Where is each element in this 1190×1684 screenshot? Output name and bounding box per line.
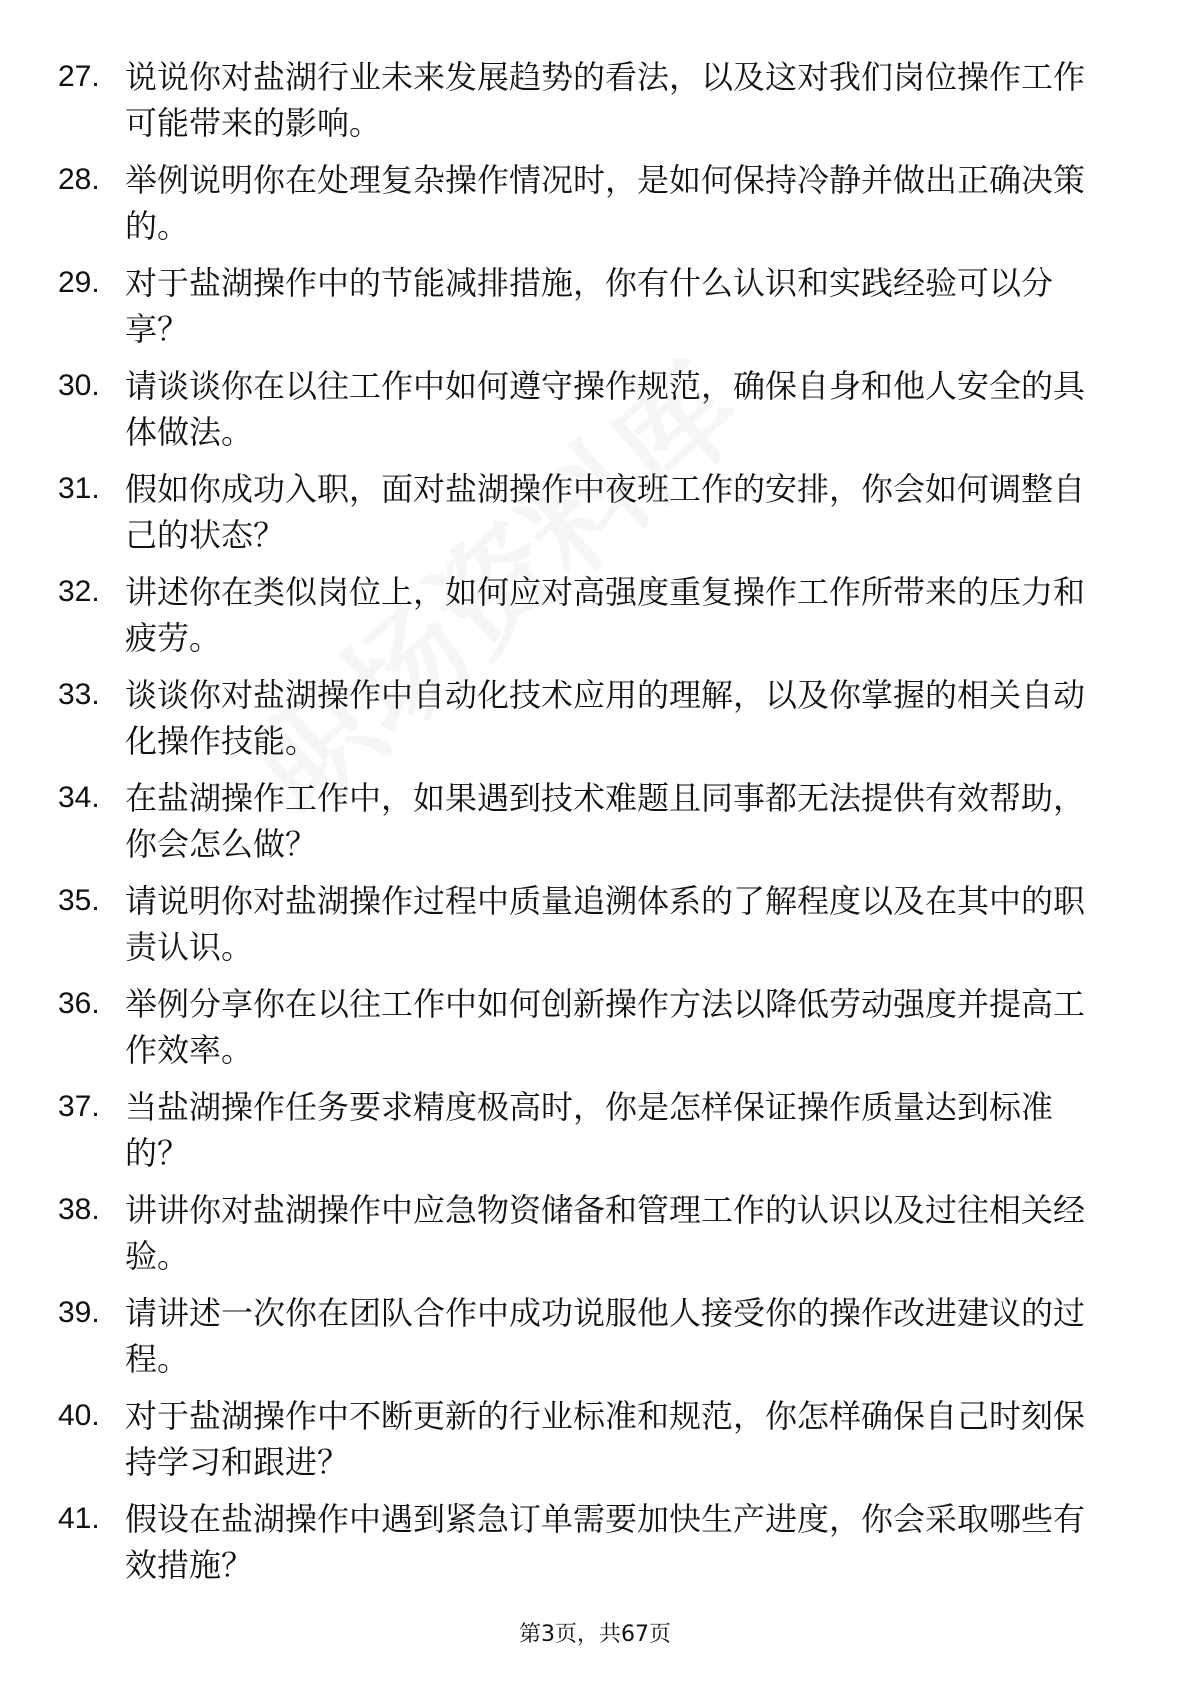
question-text: 说说你对盐湖行业未来发展趋势的看法，以及这对我们岗位操作工作可能带来的影响。 <box>125 58 1086 142</box>
question-text: 当盐湖操作任务要求精度极高时，你是怎样保证操作质量达到标准的？ <box>125 1088 1054 1172</box>
question-list <box>0 50 1190 1595</box>
question-item <box>0 256 1190 359</box>
question-item <box>0 1080 1190 1183</box>
question-item <box>0 153 1190 256</box>
question-item <box>0 50 1190 153</box>
question-item <box>0 668 1190 771</box>
question-item <box>0 874 1190 977</box>
page-number-label: 第3页，共67页 <box>519 1622 671 1647</box>
question-text: 举例说明你在处理复杂操作情况时，是如何保持冷静并做出正确决策的。 <box>125 161 1086 245</box>
question-text: 请说明你对盐湖操作过程中质量追溯体系的了解程度以及在其中的职责认识。 <box>125 882 1086 966</box>
question-number: 27. <box>58 60 100 93</box>
question-text: 在盐湖操作工作中，如果遇到技术难题且同事都无法提供有效帮助，你会怎么做？ <box>125 779 1086 863</box>
question-number: 38. <box>58 1193 100 1226</box>
question-text: 假设在盐湖操作中遇到紧急订单需要加快生产进度，你会采取哪些有效措施？ <box>125 1500 1086 1584</box>
question-item <box>0 1389 1190 1492</box>
question-item <box>0 1286 1190 1389</box>
question-number: 36. <box>58 987 100 1020</box>
question-text: 假如你成功入职，面对盐湖操作中夜班工作的安排，你会如何调整自己的状态？ <box>125 470 1086 554</box>
question-number: 29. <box>58 266 100 299</box>
question-text: 对于盐湖操作中的节能减排措施，你有什么认识和实践经验可以分享？ <box>125 264 1054 348</box>
question-item <box>0 1183 1190 1286</box>
question-item <box>0 771 1190 874</box>
page-footer <box>0 1617 1190 1648</box>
question-number: 40. <box>58 1399 100 1432</box>
question-item <box>0 359 1190 462</box>
question-number: 35. <box>58 884 100 917</box>
question-text: 谈谈你对盐湖操作中自动化技术应用的理解，以及你掌握的相关自动化操作技能。 <box>125 676 1086 760</box>
question-item <box>0 462 1190 565</box>
question-text: 请谈谈你在以往工作中如何遵守操作规范，确保自身和他人安全的具体做法。 <box>125 367 1086 451</box>
question-number: 28. <box>58 163 100 196</box>
question-text: 请讲述一次你在团队合作中成功说服他人接受你的操作改进建议的过程。 <box>125 1294 1086 1378</box>
question-item <box>0 1492 1190 1595</box>
question-number: 41. <box>58 1502 100 1535</box>
question-number: 33. <box>58 678 100 711</box>
question-number: 39. <box>58 1296 100 1329</box>
question-text: 讲述你在类似岗位上，如何应对高强度重复操作工作所带来的压力和疲劳。 <box>125 573 1086 657</box>
question-item <box>0 977 1190 1080</box>
question-number: 30. <box>58 369 100 402</box>
question-text: 对于盐湖操作中不断更新的行业标准和规范，你怎样确保自己时刻保持学习和跟进？ <box>125 1397 1086 1481</box>
question-text: 举例分享你在以往工作中如何创新操作方法以降低劳动强度并提高工作效率。 <box>125 985 1086 1069</box>
question-number: 37. <box>58 1090 100 1123</box>
question-number: 31. <box>58 472 100 505</box>
question-item <box>0 565 1190 668</box>
question-text: 讲讲你对盐湖操作中应急物资储备和管理工作的认识以及过往相关经验。 <box>125 1191 1086 1275</box>
question-number: 34. <box>58 781 100 814</box>
question-number: 32. <box>58 575 100 608</box>
